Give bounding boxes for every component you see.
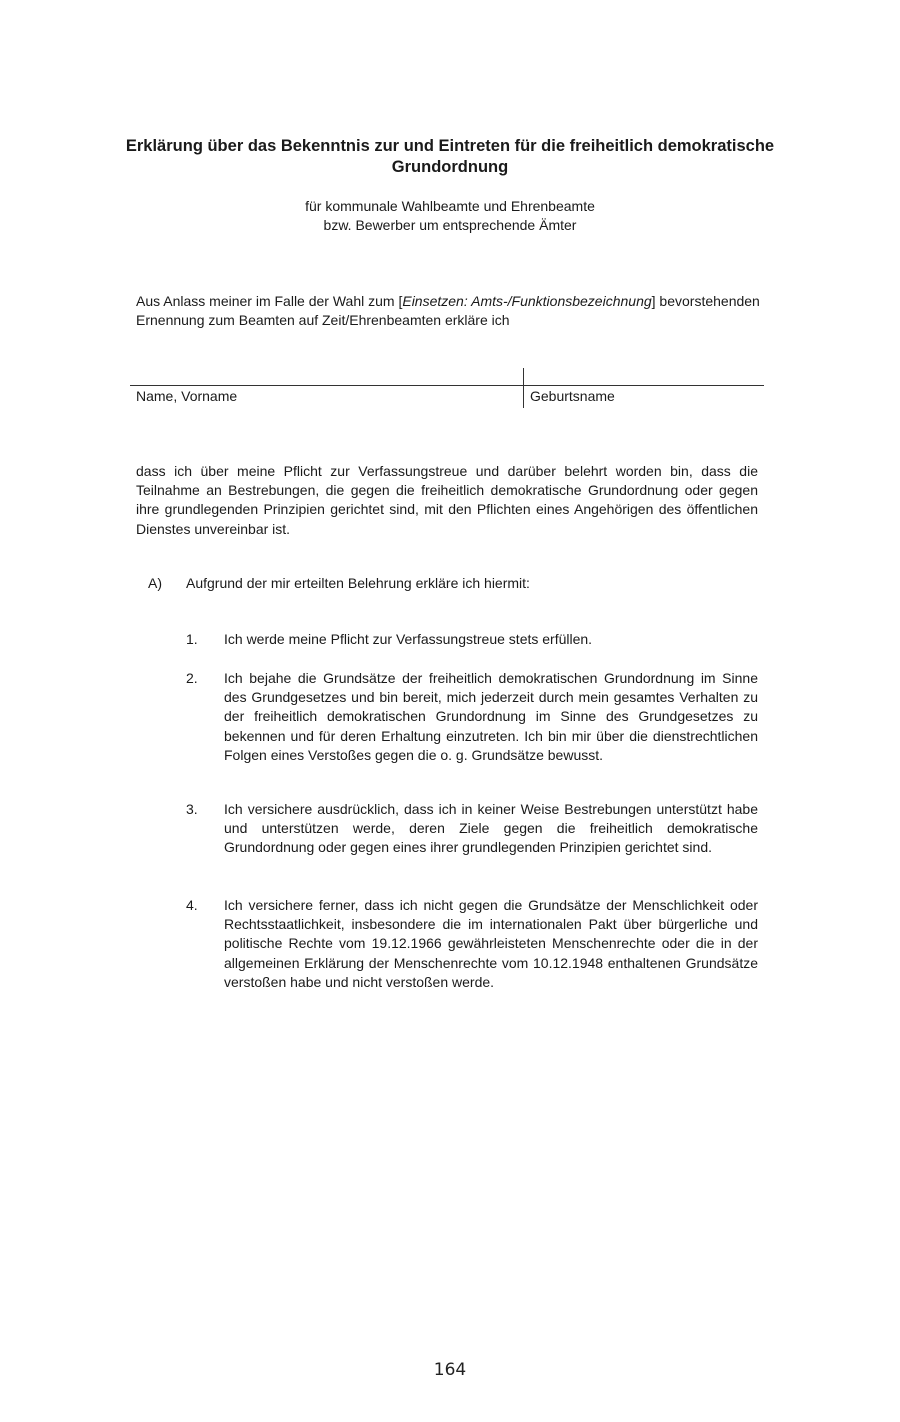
subtitle-line-2: bzw. Bewerber um entsprechende Ämter [323, 217, 577, 233]
declaration-item [186, 800, 758, 858]
signature-line [130, 385, 764, 386]
birth-name-field-label: Geburtsname [530, 388, 615, 404]
intro-before: Aus Anlass meiner im Falle der Wahl zum [ [136, 293, 403, 309]
section-a-text: Aufgrund der mir erteilten Belehrung erkläre ich hiermit: [186, 575, 530, 591]
document-title: Erklärung über das Bekenntnis zur und Eintreten für die freiheitlich demokratische Grundordnung [125, 137, 775, 176]
name-field-label: Name, Vorname [136, 388, 238, 404]
signature-divider [523, 368, 524, 408]
item-text: Ich bejahe die Grundsätze der freiheitlich demokratischen Grundordnung im Sinne des Grundgesetzes und bin bereit, mich jederzeit durch mein gesamtes Verhalten zu der freiheitlich demokratischen Grundordnung im Sinne des Grundgesetzes zu bekennen und für deren Erhaltung einzutreten. Ich bin mir über die dienstrechtlichen Folgen eines Verstoßes gegen die o. g. Grundsätze bewusst. [224, 670, 758, 763]
declaration-item [186, 896, 758, 992]
subtitle-line-1: für kommunale Wahlbeamte und Ehrenbeamte [305, 198, 595, 214]
intro-after: ] bevorstehenden Ernennung zum Beamten auf Zeit/Ehrenbeamten erkläre ich [136, 293, 760, 328]
intro-text [136, 292, 776, 330]
item-number: 2. [186, 670, 198, 686]
declaration-item [186, 630, 758, 649]
item-number: 4. [186, 897, 198, 913]
document-subtitle [120, 197, 780, 235]
declaration-item [186, 669, 758, 765]
page-number: 164 [433, 1360, 467, 1380]
intro-placeholder: Einsetzen: Amts-/Funktionsbezeichnung [402, 293, 652, 309]
section-a-mark: A) [148, 575, 162, 591]
item-number: 1. [186, 631, 198, 647]
section-a-heading [148, 574, 530, 593]
item-text: Ich werde meine Pflicht zur Verfassungstreue stets erfüllen. [224, 631, 593, 647]
item-text: Ich versichere ausdrücklich, dass ich in keiner Weise Bestrebungen unterstützt habe und unterstützen werde, deren Ziele gegen die freiheitlich demokratische Grundordnung oder gegen eines ihrer grundlegenden Prinzipien gerichtet sind. [224, 801, 758, 856]
instruction-paragraph: dass ich über meine Pflicht zur Verfassungstreue und darüber belehrt worden bin, dass die Teilnahme an Bestrebungen, die gegen die freiheitlich demokratische Grundordnung oder gegen ihre grundlegenden Prinzipien gerichtet sind, mit den Pflichten eines Angehörigen des öffentlichen Dienstes unvereinbar ist. [136, 463, 758, 537]
item-number: 3. [186, 801, 198, 817]
item-text: Ich versichere ferner, dass ich nicht gegen die Grundsätze der Menschlichkeit oder Rechtsstaatlichkeit, insbesondere die im internationalen Pakt über bürgerliche und politische Rechte vom 19.12.1966 gewährleisteten Menschenrechte oder die in der allgemeinen Erklärung der Menschenrechte vom 10.12.1948 enthaltenen Grundsätze verstoßen habe und nicht verstoßen werde. [224, 897, 758, 990]
